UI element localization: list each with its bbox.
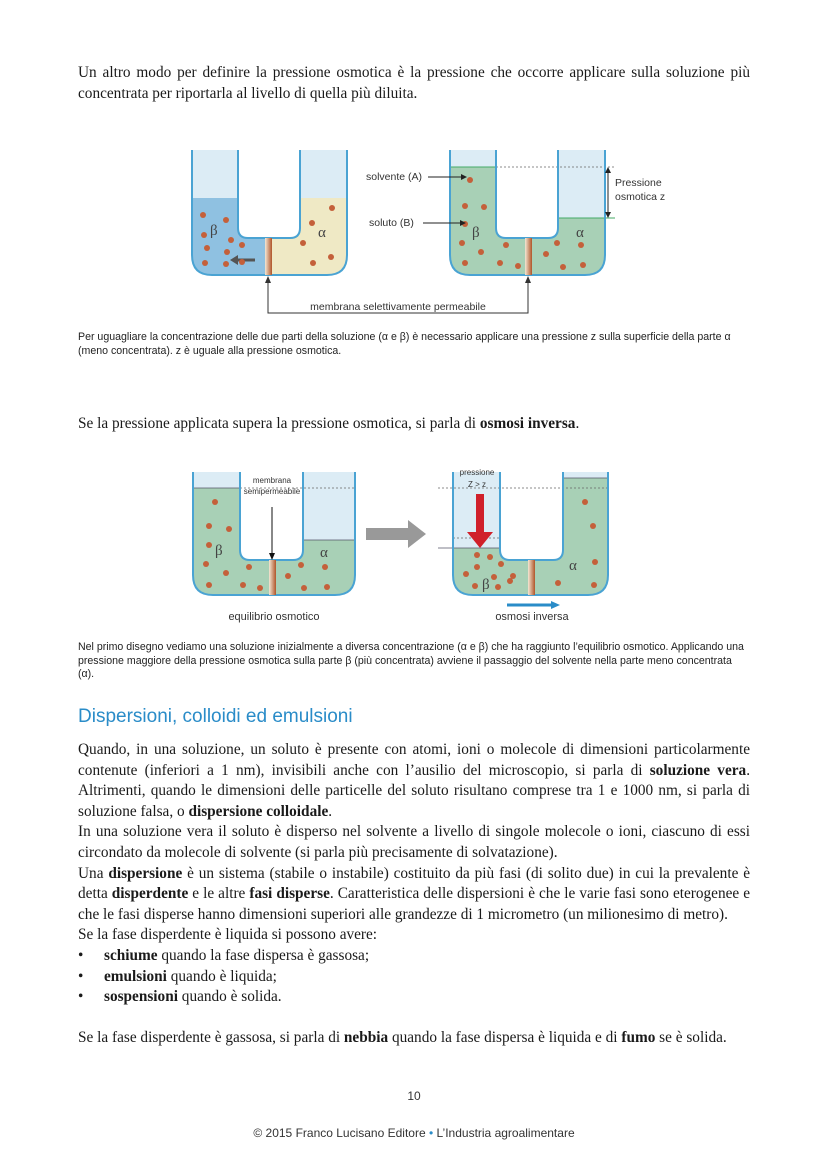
paragraph: Se la fase disperdente è liquida si possono avere: xyxy=(78,926,378,944)
section-heading: Dispersioni, colloidi ed emulsioni xyxy=(78,706,353,727)
paragraph: Se la fase disperdente è gassosa, si parla di nebbia quando la fase dispersa è liquida e di fumo se è solida. xyxy=(78,1028,727,1046)
pressure-arrow-icon xyxy=(476,494,484,534)
u-tube-reverse-osmosis xyxy=(438,468,608,623)
transition-arrow-icon xyxy=(366,520,426,548)
intro-paragraph: Un altro modo per definire la pressione osmotica è la pressione che occorre applicare sulla soluzione più concentrata per riportarla al livello di quella più diluita. xyxy=(78,64,750,102)
membrane-label: membrana selettivamente permeabile xyxy=(310,301,486,313)
beta-label: β xyxy=(482,577,490,593)
reverse-osmosis-label: osmosi inversa xyxy=(495,611,569,623)
pressure-label: pressione xyxy=(459,468,495,477)
u-tube-left xyxy=(192,150,347,275)
beta-label: β xyxy=(215,543,223,559)
membrane-label-2: semipermeabile xyxy=(243,487,301,496)
flow-arrow-icon xyxy=(551,601,560,609)
reverse-osmosis-figure xyxy=(180,460,620,630)
solute-label: soluto (B) xyxy=(369,217,414,229)
alpha-label: α xyxy=(318,225,326,241)
alpha-label: α xyxy=(569,558,577,574)
list-item: • emulsioni quando è liquida; xyxy=(78,967,750,988)
solvent-label: solvente (A) xyxy=(366,171,423,183)
dispersion-list xyxy=(78,946,750,1008)
u-tube-equilibrium xyxy=(193,472,355,623)
osmotic-pressure-label: Pressione xyxy=(615,177,662,189)
paragraph: Quando, in una soluzione, un soluto è presente con atomi, ioni o molecole di dimensioni particolarmente contenute (inferiori a 1 nm), invisibili anche con l’ausilio del microscopio, si parla di soluzione vera. Altrimenti, quando le dimensioni delle particelle del soluto risultano comprese tra 1 e 1000 nm, si parla di soluzione falsa, o dispersione colloidale. xyxy=(78,741,751,820)
paragraph: In una soluzione vera il soluto è disperso nel solvente a livello di singole molecole o ioni, ciascuno di essi circondato da molecole di solvente (si parla più precisamente di solvatazione). xyxy=(78,823,750,861)
alpha-label: α xyxy=(320,545,328,561)
beta-label: β xyxy=(472,225,480,241)
section-body xyxy=(78,740,750,1048)
list-item: • schiume quando la fase dispersa è gassosa; xyxy=(78,946,750,967)
list-item: • sospensioni quando è solida. xyxy=(78,987,750,1008)
footer: © 2015 Franco Lucisano Editore • L’Industria agroalimentare xyxy=(253,1126,575,1140)
figure1-caption: Per uguagliare la concentrazione delle due parti della soluzione (α e β) è necessario applicare una pressione z sulla superficie della parte α (meno concentrata). z è uguale alla pressione osmotica. xyxy=(78,331,731,357)
equilibrium-label: equilibrio osmotico xyxy=(228,611,320,623)
reverse-osmosis-paragraph: Se la pressione applicata supera la pressione osmotica, si parla di osmosi inversa. xyxy=(78,415,580,432)
pressure-label-2: Z > z xyxy=(467,480,487,489)
osmotic-pressure-label-2: osmotica z xyxy=(615,191,666,203)
u-tube-right xyxy=(450,150,615,275)
osmotic-pressure-figure xyxy=(180,145,680,320)
membrane-label: membrana xyxy=(252,476,292,485)
beta-label: β xyxy=(210,223,218,239)
paragraph: Una dispersione è un sistema (stabile o instabile) costituito da più fasi (di solito due) in cui la prevalente è detta disperdente e le altre fasi disperse. Caratteristica delle dispersioni è che le varie fasi sono eterogenee e che le fasi disperse hanno dimensioni superiori alle grandezze di 1 micrometro (un milionesimo di metro). xyxy=(78,864,750,923)
alpha-label: α xyxy=(576,225,584,241)
figure2-caption: Nel primo disegno vediamo una soluzione inizialmente a diversa concentrazione (α e β) che ha raggiunto l’equilibrio osmotico. Applicando una pressione maggiore della pressione osmotica sulla parte β (più concentrata) avviene il passaggio del solvente nella parte meno concentrata (α). xyxy=(78,641,744,680)
page-number: 10 xyxy=(407,1089,421,1103)
